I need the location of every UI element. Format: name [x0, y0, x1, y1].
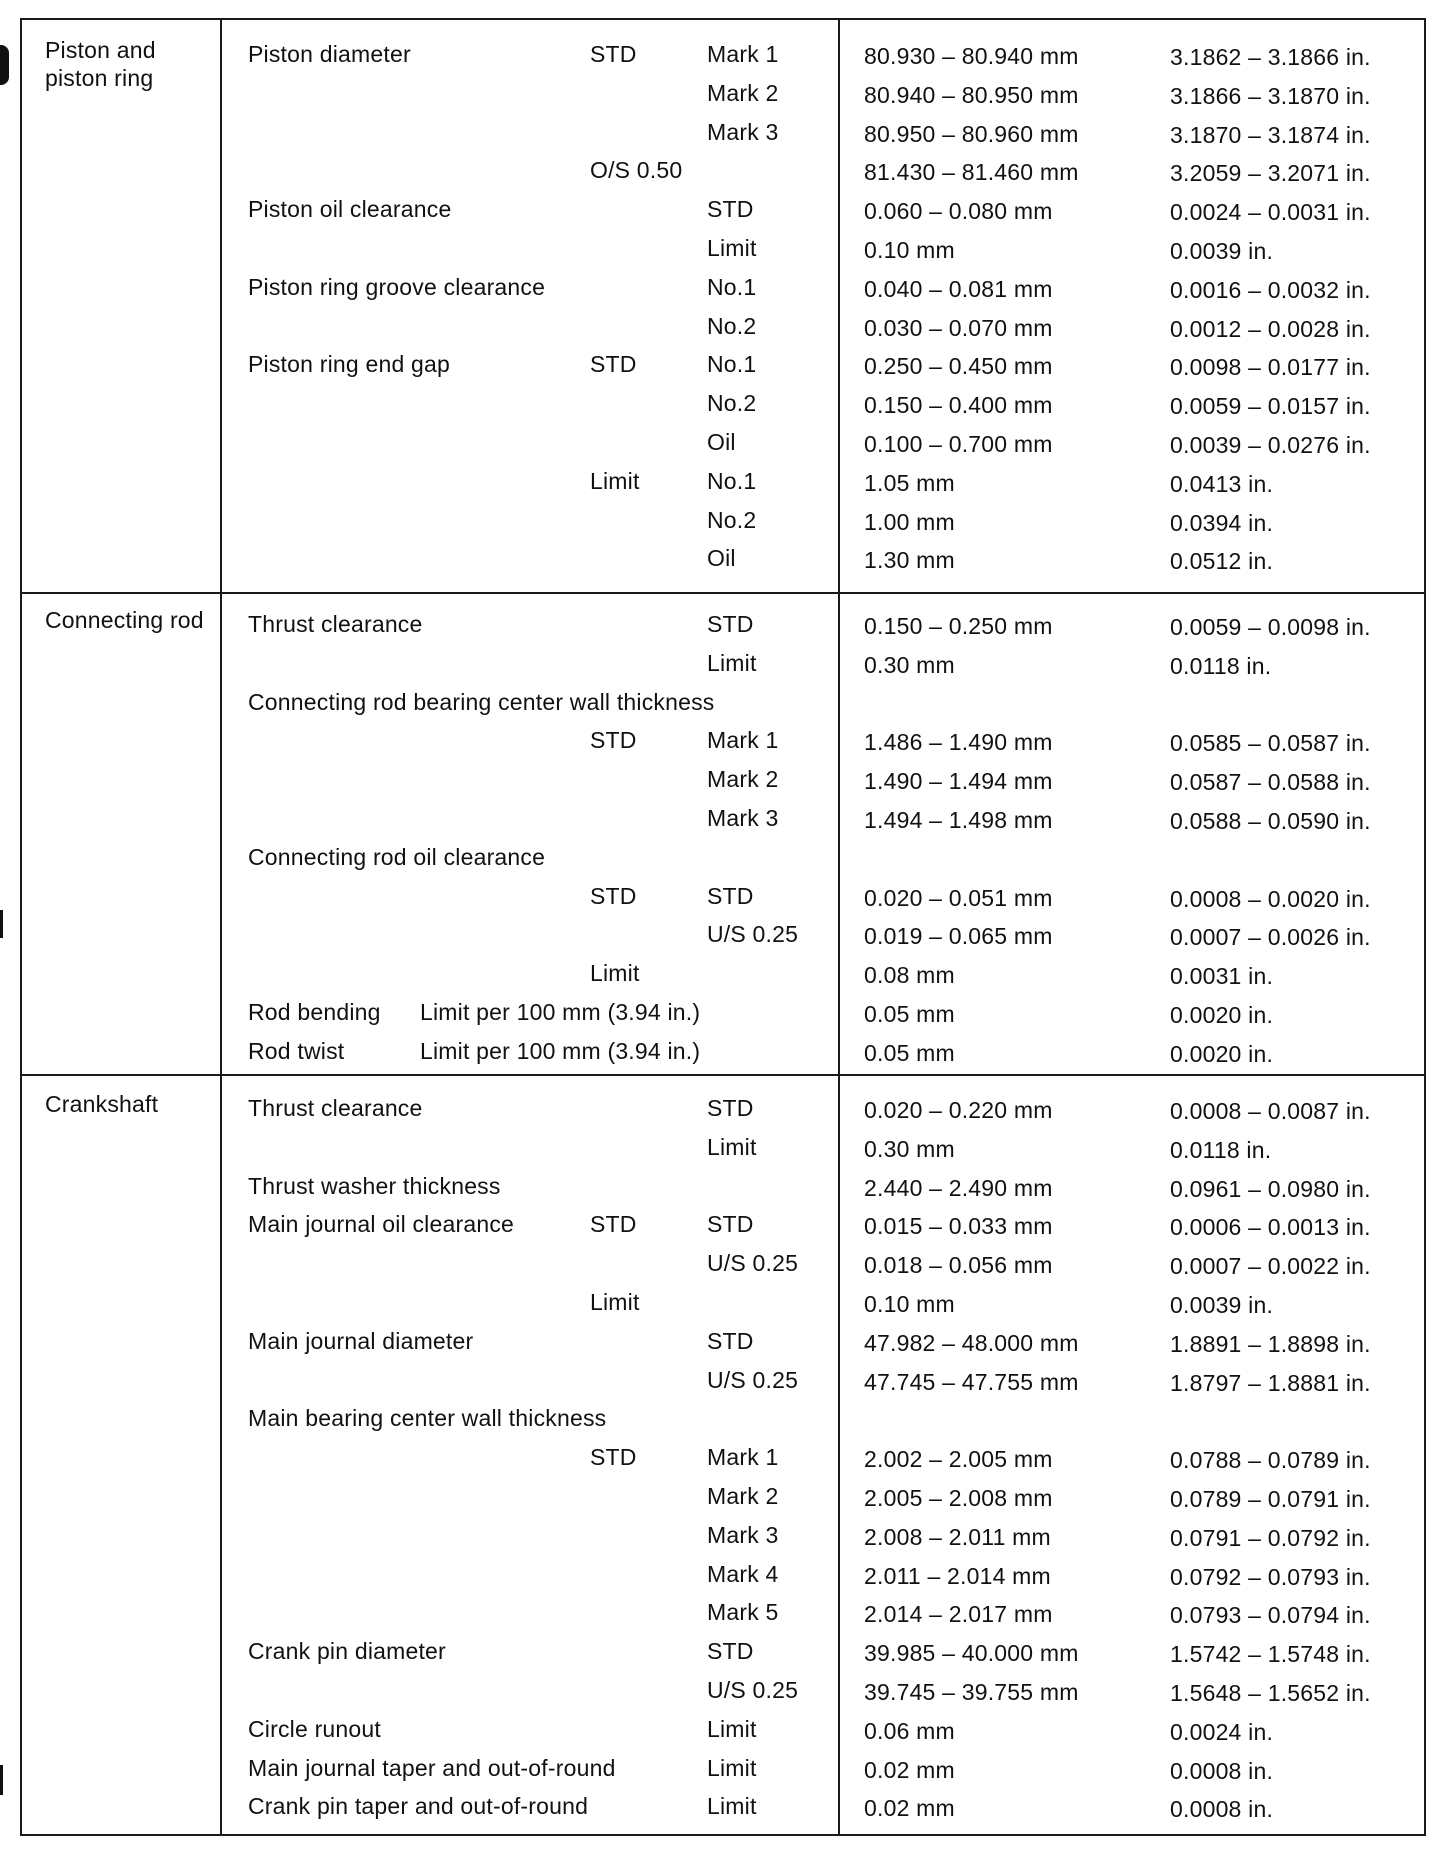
spec-value-inch: 0.0394 in.: [1170, 509, 1274, 536]
spec-subcondition: Limit: [707, 649, 757, 676]
spec-subcondition: Mark 1: [707, 1444, 779, 1471]
spec-value-mm: 0.08 mm: [864, 962, 955, 989]
spec-value-mm: 2.014 – 2.017 mm: [864, 1601, 1053, 1628]
spec-subcondition: U/S 0.25: [707, 921, 799, 948]
spec-value-inch: 0.0585 – 0.0587 in.: [1170, 730, 1371, 757]
spec-value-mm: 81.430 – 81.460 mm: [864, 159, 1079, 186]
section-title: Piston and: [45, 37, 156, 63]
spec-value-inch: 3.2059 – 3.2071 in.: [1170, 160, 1371, 187]
spec-value-mm: 0.10 mm: [864, 1291, 955, 1317]
spec-value-inch: 0.0008 – 0.0087 in.: [1170, 1098, 1371, 1124]
spec-value-mm: 0.02 mm: [864, 1756, 955, 1783]
spec-value-inch: 0.0006 – 0.0013 in.: [1170, 1214, 1371, 1241]
spec-value-inch: 0.0039 in.: [1170, 238, 1274, 264]
spec-value-inch: 1.5742 – 1.5748 in.: [1170, 1641, 1371, 1668]
spec-value-inch: 0.0792 – 0.0793 in.: [1170, 1563, 1371, 1590]
spec-value-inch: 0.0024 in.: [1170, 1718, 1274, 1745]
spec-subcondition: Mark 5: [707, 1599, 779, 1626]
spec-value-inch: 0.0789 – 0.0791 in.: [1170, 1486, 1371, 1512]
spec-condition: STD: [590, 882, 637, 909]
spec-value-mm: 0.018 – 0.056 mm: [864, 1252, 1053, 1279]
spec-condition: Limit per 100 mm (3.94 in.): [420, 999, 701, 1025]
table-left-border: [20, 18, 22, 1836]
spec-value-inch: 0.0024 – 0.0031 in.: [1170, 199, 1371, 226]
spec-value-mm: 1.490 – 1.494 mm: [864, 768, 1053, 795]
spec-subcondition: U/S 0.25: [707, 1250, 799, 1277]
spec-condition: STD: [590, 41, 637, 67]
spec-value-mm: 0.020 – 0.220 mm: [864, 1097, 1053, 1123]
spec-value-inch: 0.0587 – 0.0588 in.: [1170, 769, 1371, 796]
spec-value-inch: 0.0039 – 0.0276 in.: [1170, 432, 1371, 458]
spec-condition: Limit: [590, 467, 640, 494]
spec-condition: Limit per 100 mm (3.94 in.): [420, 1037, 701, 1064]
spec-subcondition: STD: [707, 1638, 754, 1665]
spec-item: Thrust washer thickness: [248, 1172, 501, 1199]
spec-value-mm: 0.06 mm: [864, 1717, 955, 1744]
spec-value-mm: 0.05 mm: [864, 1039, 955, 1066]
spec-value-inch: 0.0016 – 0.0032 in.: [1170, 276, 1371, 303]
spec-item: Thrust clearance: [248, 611, 423, 637]
spec-subcondition: No.1: [707, 273, 757, 300]
spec-subcondition: Mark 2: [707, 766, 779, 793]
spec-value-mm: 0.30 mm: [864, 1135, 955, 1162]
spec-value-mm: 1.00 mm: [864, 508, 955, 535]
spec-value-inch: 1.5648 – 1.5652 in.: [1170, 1680, 1371, 1706]
spec-subcondition: Mark 1: [707, 41, 779, 67]
spec-value-mm: 0.030 – 0.070 mm: [864, 314, 1053, 341]
spec-value-mm: 47.745 – 47.755 mm: [864, 1368, 1079, 1395]
spec-value-mm: 39.985 – 40.000 mm: [864, 1640, 1079, 1667]
spec-value-inch: 0.0059 – 0.0157 in.: [1170, 393, 1371, 420]
spec-value-inch: 3.1862 – 3.1866 in.: [1170, 44, 1371, 70]
spec-value-inch: 1.8797 – 1.8881 in.: [1170, 1369, 1371, 1396]
spec-value-mm: 0.019 – 0.065 mm: [864, 923, 1053, 950]
spec-subcondition: Oil: [707, 429, 736, 455]
spec-subcondition: STD: [707, 611, 754, 637]
spec-subcondition: Mark 3: [707, 805, 779, 831]
spec-value-inch: 0.0008 – 0.0020 in.: [1170, 885, 1371, 912]
spec-value-mm: 39.745 – 39.755 mm: [864, 1679, 1079, 1705]
spec-value-mm: 2.005 – 2.008 mm: [864, 1485, 1053, 1511]
spec-item: Main journal diameter: [248, 1327, 474, 1354]
table-right-border: [1424, 18, 1426, 1836]
spec-value-mm: 0.02 mm: [864, 1795, 955, 1822]
spec-value-mm: 2.002 – 2.005 mm: [864, 1446, 1053, 1473]
spec-value-inch: 0.0588 – 0.0590 in.: [1170, 808, 1371, 834]
spec-subcondition: Limit: [707, 1133, 757, 1160]
spec-condition: STD: [590, 1211, 637, 1238]
table-bottom-border: [20, 1834, 1426, 1836]
spec-item: Rod bending: [248, 999, 381, 1025]
spec-value-inch: 0.0008 in.: [1170, 1796, 1274, 1823]
section-title: Connecting rod: [45, 607, 204, 633]
spec-value-mm: 0.250 – 0.450 mm: [864, 353, 1053, 380]
scan-edge-mark: [0, 910, 3, 938]
spec-subcondition: U/S 0.25: [707, 1677, 799, 1703]
spec-value-mm: 0.10 mm: [864, 237, 955, 263]
spec-value-inch: 0.0008 in.: [1170, 1757, 1274, 1784]
spec-value-inch: 0.0059 – 0.0098 in.: [1170, 614, 1371, 640]
spec-item: Thrust clearance: [248, 1095, 423, 1121]
values-column-divider: [838, 18, 840, 1836]
spec-value-mm: 0.150 – 0.400 mm: [864, 392, 1053, 419]
spec-value-inch: 0.0098 – 0.0177 in.: [1170, 354, 1371, 381]
spec-value-mm: 0.020 – 0.051 mm: [864, 884, 1053, 911]
spec-value-inch: 0.0512 in.: [1170, 548, 1274, 575]
spec-value-mm: 2.440 – 2.490 mm: [864, 1174, 1053, 1201]
spec-subcondition: No.1: [707, 467, 757, 494]
spec-subcondition: Mark 2: [707, 1483, 779, 1509]
spec-item: Circle runout: [248, 1715, 381, 1742]
spec-value-mm: 80.930 – 80.940 mm: [864, 43, 1079, 69]
spec-condition: Limit: [590, 1289, 640, 1315]
spec-subcondition: Mark 2: [707, 79, 779, 106]
spec-item: Rod twist: [248, 1037, 345, 1064]
spec-value-mm: 0.05 mm: [864, 1001, 955, 1027]
spec-item: Crank pin taper and out-of-round: [248, 1793, 589, 1820]
section-divider-2: [20, 1074, 1426, 1076]
spec-value-inch: 1.8891 – 1.8898 in.: [1170, 1330, 1371, 1357]
spec-value-mm: 0.060 – 0.080 mm: [864, 198, 1053, 225]
spec-value-inch: 0.0031 in.: [1170, 963, 1274, 990]
section-title: Crankshaft: [45, 1091, 159, 1117]
spec-subcondition: No.2: [707, 506, 757, 533]
spec-value-inch: 0.0961 – 0.0980 in.: [1170, 1175, 1371, 1202]
scan-edge-mark: [0, 1765, 3, 1795]
spec-subcondition: Limit: [707, 235, 757, 261]
spec-subcondition: Oil: [707, 545, 736, 572]
spec-item: Piston ring groove clearance: [248, 273, 546, 300]
spec-value-inch: 0.0039 in.: [1170, 1292, 1274, 1318]
spec-subcondition: STD: [707, 1211, 754, 1238]
spec-condition: O/S 0.50: [590, 157, 683, 184]
table-top-border: [20, 18, 1426, 20]
spec-subcondition: Mark 3: [707, 1521, 779, 1548]
spec-value-mm: 0.150 – 0.250 mm: [864, 613, 1053, 639]
spec-condition: Limit: [590, 960, 640, 987]
spec-value-inch: 0.0020 in.: [1170, 1002, 1274, 1028]
spec-subcondition: Limit: [707, 1754, 757, 1781]
spec-subcondition: STD: [707, 1327, 754, 1354]
spec-value-inch: 0.0788 – 0.0789 in.: [1170, 1447, 1371, 1474]
spec-subcondition: STD: [707, 196, 754, 223]
spec-value-mm: 80.950 – 80.960 mm: [864, 120, 1079, 147]
spec-value-mm: 0.100 – 0.700 mm: [864, 431, 1053, 457]
scan-edge-mark: [0, 45, 9, 85]
spec-subcondition: No.1: [707, 351, 757, 378]
spec-value-inch: 0.0791 – 0.0792 in.: [1170, 1524, 1371, 1551]
spec-value-mm: 0.015 – 0.033 mm: [864, 1213, 1053, 1240]
spec-subcondition: STD: [707, 882, 754, 909]
spec-value-mm: 1.30 mm: [864, 547, 955, 574]
spec-item: Main journal taper and out-of-round: [248, 1754, 616, 1781]
spec-value-mm: 0.040 – 0.081 mm: [864, 275, 1053, 302]
spec-item: Connecting rod oil clearance: [248, 843, 546, 870]
spec-condition: STD: [590, 1444, 637, 1471]
spec-condition: STD: [590, 351, 637, 378]
spec-subcondition: No.2: [707, 390, 757, 417]
spec-subcondition: No.2: [707, 312, 757, 339]
spec-value-mm: 2.008 – 2.011 mm: [864, 1523, 1051, 1550]
spec-value-mm: 80.940 – 80.950 mm: [864, 81, 1079, 108]
spec-value-mm: 47.982 – 48.000 mm: [864, 1329, 1079, 1356]
spec-item: Piston oil clearance: [248, 196, 452, 223]
section-divider-1: [20, 592, 1426, 594]
spec-condition: STD: [590, 727, 637, 754]
spec-item: Crank pin diameter: [248, 1638, 446, 1665]
spec-value-mm: 1.05 mm: [864, 469, 955, 496]
spec-value-inch: 0.0007 – 0.0026 in.: [1170, 924, 1371, 951]
spec-item: Main journal oil clearance: [248, 1211, 515, 1238]
spec-value-mm: 0.30 mm: [864, 651, 955, 678]
section-title: piston ring: [45, 65, 154, 91]
spec-subcondition: Limit: [707, 1715, 757, 1742]
spec-subcondition: STD: [707, 1095, 754, 1121]
spec-subcondition: Mark 1: [707, 727, 779, 754]
spec-value-mm: 1.486 – 1.490 mm: [864, 729, 1053, 756]
spec-value-inch: 0.0012 – 0.0028 in.: [1170, 315, 1371, 342]
spec-value-inch: 0.0020 in.: [1170, 1040, 1274, 1067]
spec-item: Connecting rod bearing center wall thickness: [248, 688, 715, 715]
spec-subcondition: U/S 0.25: [707, 1366, 799, 1393]
spec-value-mm: 1.494 – 1.498 mm: [864, 807, 1053, 833]
section-column-divider: [220, 18, 222, 1836]
spec-value-inch: 0.0007 – 0.0022 in.: [1170, 1253, 1371, 1280]
spec-value-mm: 2.011 – 2.014 mm: [864, 1562, 1051, 1589]
spec-value-inch: 0.0413 in.: [1170, 470, 1274, 497]
spec-value-inch: 0.0118 in.: [1170, 652, 1272, 679]
spec-value-inch: 3.1870 – 3.1874 in.: [1170, 121, 1371, 148]
spec-value-inch: 3.1866 – 3.1870 in.: [1170, 82, 1371, 109]
spec-item: Piston diameter: [248, 41, 411, 67]
spec-item: Piston ring end gap: [248, 351, 450, 378]
spec-value-inch: 0.0793 – 0.0794 in.: [1170, 1602, 1371, 1629]
spec-subcondition: Mark 3: [707, 118, 779, 145]
spec-item: Main bearing center wall thickness: [248, 1405, 607, 1432]
spec-value-inch: 0.0118 in.: [1170, 1136, 1272, 1163]
spec-subcondition: Limit: [707, 1793, 757, 1820]
spec-subcondition: Mark 4: [707, 1560, 779, 1587]
